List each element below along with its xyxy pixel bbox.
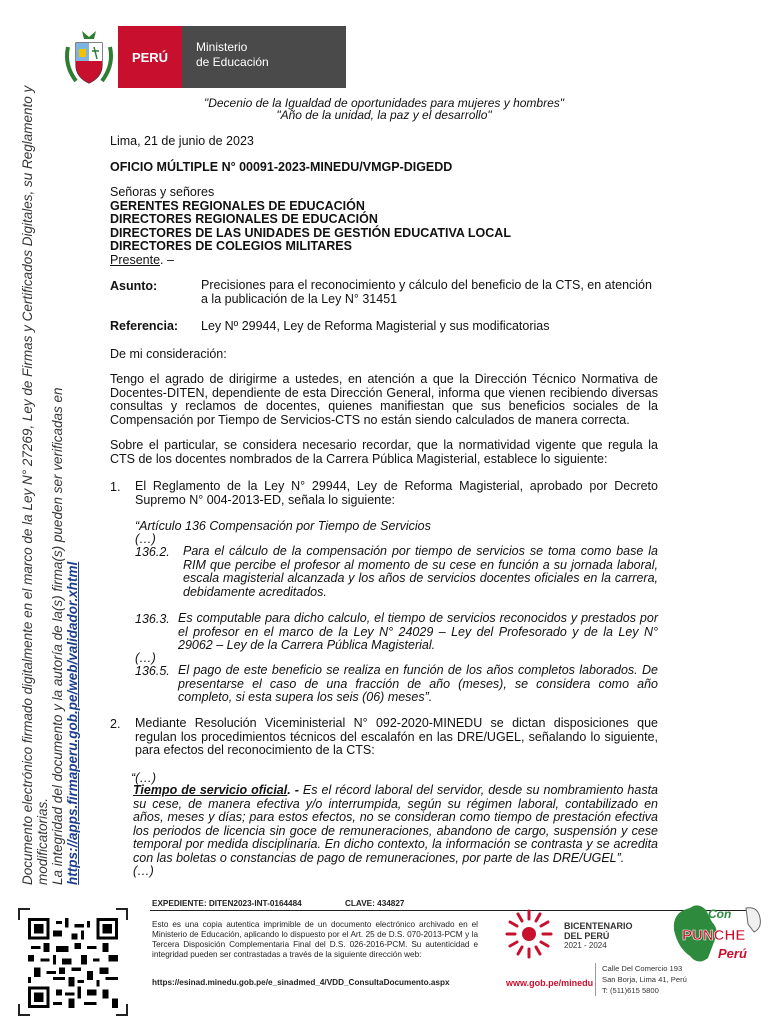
article-136-2-text: Para el cálculo de la compensación por tiempo de servicios se toma como base la RIM que percibe el profesor al momento de su cese en función a su jornada laboral, escala magisterial alcanzada y los años de servicios docentes oficiales en la carrera, debidamente acreditados. <box>183 544 658 599</box>
authenticity-notice: Esto es una copia autentica imprimible de un documento electrónico archivado en el Ministerio de Educación, aplicando lo dispuesto por el Art. 25 de D.S. 070-2013-PCM y la Tercera Disposición Complementaria Final del D.S. 026-2016-PCM. Su autenticidad e integridad pueden ser contrastadas a través de la siguiente dirección web: <box>152 920 478 959</box>
consulta-url[interactable]: https://esinad.minedu.gob.pe/e_sinadmed_4/VDD_ConsultaDocumento.aspx <box>152 978 450 987</box>
asunto-line2: a la publicación de la Ley N° 31451 <box>201 291 398 306</box>
recipient-line: DIRECTORES DE LAS UNIDADES DE GESTIÓN EDUCATIVA LOCAL <box>110 225 511 240</box>
signature-notice-line1: Documento electrónico firmado digitalmente en el marco de la Ley N° 27269, Ley de Firmas y Certificados Digitales, su Reglamento y modificatorias. <box>20 85 50 885</box>
signature-notice-prefix: La integridad del documento y la autoría de la(s) firma(s) pueden ser verificadas en <box>50 387 65 885</box>
item-2-number: 2. <box>110 717 121 731</box>
paragraph-1: Tengo el agrado de dirigirme a ustedes, en atención a que la Dirección Técnico Normativa de Docentes-DITEN, dependiente de esta Dirección General, informa que vienen recibiendo diversas consultas y reclamos de docentes, quienes manifiestan que sus beneficios sociales de la Compensación por Tiempo de Servicios-CTS no están siendo calculados de manera correcta. <box>110 372 658 427</box>
qr-code-frame <box>18 908 128 1016</box>
quote-open: “(…) <box>131 771 156 785</box>
bicentenario-icon <box>500 905 558 967</box>
quote-close: (…) <box>133 864 154 878</box>
quote-body: Es el récord laboral del servidor, desde su nombramiento hasta su cese, de manera efectiva y/o interrumpida, según su régimen laboral, contabilizado en años, meses y días; para estos efectos, no se consideran como tiempo de prestación efectiva los periodos de licencia sin goce de remuneraciones, abandono de cargo, suspensión y cese temporal por medida disciplinaria. En dicho contexto, la información se contrasta y se acredita con las boletas o constancias de pago de remuneraciones, por parte de las DRE/UGEL”. <box>133 783 658 865</box>
referencia-text: Ley Nº 29944, Ley de Reforma Magisterial y sus modificatorias <box>201 319 550 333</box>
presente-suffix: . – <box>160 252 174 267</box>
ministerio-line1: Ministerio <box>196 40 248 54</box>
bicentenario-line2: DEL PERÚ <box>564 931 610 941</box>
qr-code-icon <box>28 918 118 1008</box>
article-title: “Artículo 136 Compensación por Tiempo de Servicios <box>135 519 431 533</box>
recipient-line: DIRECTORES REGIONALES DE EDUCACIÓN <box>110 212 378 226</box>
punche-word: PUNCHE <box>682 927 746 944</box>
expediente-number: EXPEDIENTE: DITEN2023-INT-0164484 <box>152 899 302 908</box>
oficio-number: OFICIO MÚLTIPLE N° 00091-2023-MINEDU/VMGP-DIGEDD <box>110 160 453 174</box>
minedu-logo <box>60 24 346 90</box>
ministerio-line2: de Educación <box>196 55 269 69</box>
quote-text <box>133 784 658 865</box>
document-date: Lima, 21 de junio de 2023 <box>110 134 254 148</box>
validator-link[interactable]: https://apps.firmaperu.gob.pe/web/validador.xhtml <box>65 561 80 885</box>
con-punche-peru-logo <box>668 900 764 968</box>
clave: CLAVE: 434827 <box>345 899 405 908</box>
referencia-label: Referencia: <box>110 319 179 333</box>
punche-con: Con <box>708 907 732 921</box>
decenio-line: "Decenio de la Igualdad de oportunidades para mujeres y hombres" <box>203 96 565 110</box>
asunto-line1: Precisiones para el reconocimiento y cálculo del beneficio de la CTS, en atención <box>201 278 652 292</box>
quote-term-separator: . - <box>287 783 299 797</box>
consideracion: De mi consideración: <box>110 347 227 361</box>
signature-notice-line2 <box>50 85 80 885</box>
ellipsis: (…) <box>135 532 156 546</box>
anio-line: "Año de la unidad, la paz y el desarrollo" <box>276 108 492 122</box>
paragraph-2: Sobre el particular, se considera necesario recordar, que la normatividad vigente que regula la CTS de los docentes nombrados de la Carrera Pública Magisterial, establece lo siguiente: <box>110 438 658 466</box>
quote-term: Tiempo de servicio oficial <box>133 783 288 797</box>
address-line2: San Borja, Lima 41, Perú <box>602 975 687 984</box>
digital-signature-notice <box>20 85 80 885</box>
asunto-label: Asunto: <box>110 279 158 293</box>
address-line3: T: (511)615 5800 <box>602 986 659 995</box>
item-1-number: 1. <box>110 480 121 494</box>
bicentenario-logo <box>500 905 633 967</box>
article-136-3-text: Es computable para dicho calculo, el tiempo de servicios reconocidos y prestados por el profesor en el marco de la Ley N° 24029 – Ley del Profesorado y de la Ley N° 29062 – Ley de la Carrera Pública Magisterial. <box>178 611 658 652</box>
item-2-text: Mediante Resolución Viceministerial N° 092-2020-MINEDU se dictan disposiciones que regulan los procedimientos técnicos del escalafón en las DRE/UGEL, señalando lo siguiente, para efectos del reconocimiento de la CTS: <box>135 716 658 757</box>
bicentenario-text <box>564 921 633 951</box>
address-line1: Calle Del Comercio 193 <box>602 964 683 973</box>
recipient-line: DIRECTORES DE COLEGIOS MILITARES <box>110 239 352 253</box>
coat-of-arms-icon <box>60 24 118 90</box>
recipients-block <box>110 186 511 267</box>
punche-peru: Perú <box>718 946 747 961</box>
article-136-3-number: 136.3. <box>135 612 170 626</box>
ellipsis: (…) <box>135 651 156 665</box>
asunto-text <box>201 279 652 306</box>
article-136-2-number: 136.2. <box>135 545 170 559</box>
greeting: Señoras y señores <box>110 185 215 199</box>
bicentenario-years: 2021 - 2024 <box>564 941 607 950</box>
presente-line <box>110 254 511 268</box>
bicentenario-line1: BICENTENARIO <box>564 921 633 931</box>
peru-label: PERÚ <box>118 26 182 88</box>
recipient-line: GERENTES REGIONALES DE EDUCACIÓN <box>110 198 365 213</box>
presente-word: Presente <box>110 252 161 267</box>
gob-link[interactable]: www.gob.pe/minedu <box>506 978 594 988</box>
article-136-5-number: 136.5. <box>135 664 170 678</box>
footer-divider <box>150 910 750 911</box>
item-1-text: El Reglamento de la Ley N° 29944, Ley de Reforma Magisterial, aprobado por Decreto Supremo N° 004-2013-ED, señala lo siguiente: <box>135 479 658 507</box>
ministerio-label <box>182 26 346 88</box>
article-136-5-text: El pago de este beneficio se realiza en función de los años completos laborados. De presentarse el caso de una fracción de año (meses), se considera como año completo, si esta supera los seis (06) meses”. <box>178 663 658 704</box>
